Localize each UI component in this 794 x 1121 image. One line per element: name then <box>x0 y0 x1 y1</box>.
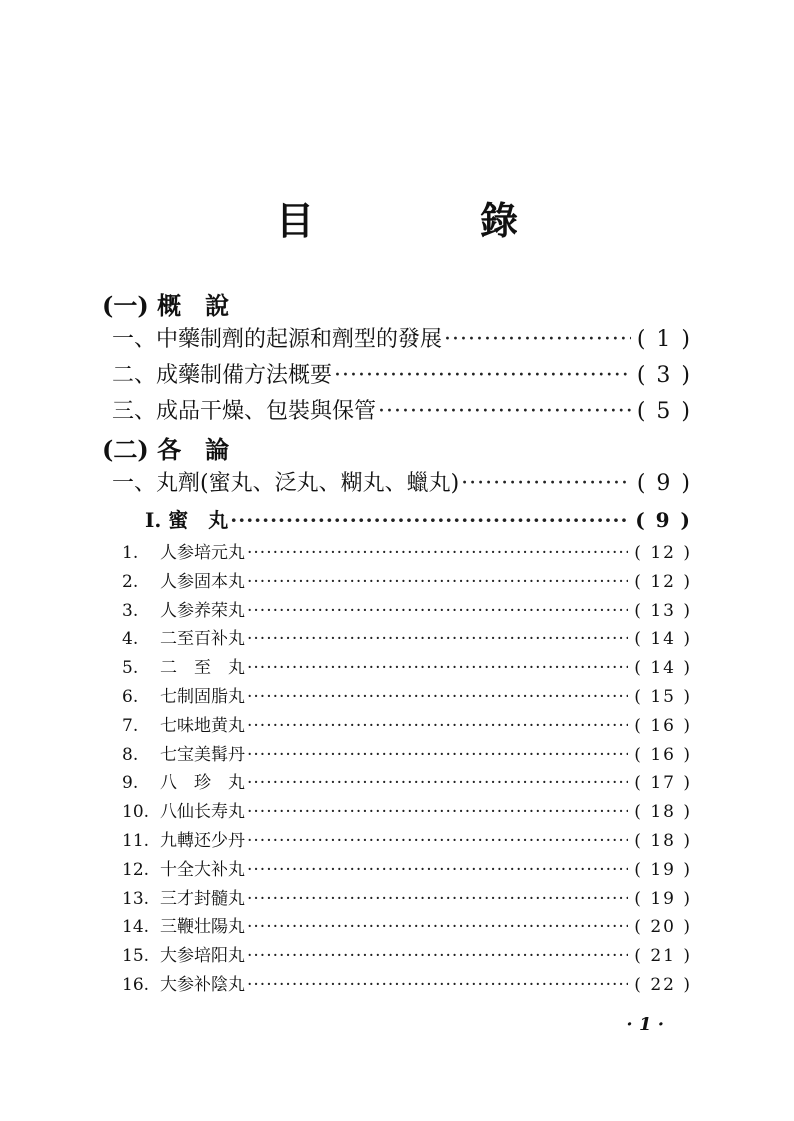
toc-item[interactable] <box>122 941 692 966</box>
leader-dots <box>247 629 628 649</box>
toc-subsection[interactable] <box>145 504 692 533</box>
toc-item-page: ( 21 ) <box>634 946 692 967</box>
toc-item[interactable] <box>122 884 692 909</box>
toc-item-title: 二 至 丸 <box>160 658 245 679</box>
leader-dots <box>247 889 628 909</box>
toc-item-page: ( 19 ) <box>634 888 692 909</box>
toc-entry[interactable] <box>112 358 692 389</box>
toc-item-page: ( 12 ) <box>634 543 692 563</box>
toc-item-page: ( 16 ) <box>634 744 692 765</box>
leader-dots <box>247 745 628 765</box>
toc-entry-title: 一、中藥制劑的起源和劑型的發展 <box>112 327 443 352</box>
toc-item[interactable] <box>122 740 692 765</box>
toc-entry-title: 三、成品干燥、包裝與保管 <box>112 399 377 424</box>
leader-dots <box>247 946 628 966</box>
toc-item-title: 七宝美髯丹 <box>160 744 245 765</box>
section-heading <box>102 430 229 465</box>
toc-entry-page: ( 1 ) <box>636 327 692 352</box>
section-heading <box>102 286 229 321</box>
toc-item-page: ( 14 ) <box>634 629 692 650</box>
toc-item-title: 二至百补丸 <box>160 629 245 650</box>
toc-item-number: 1. <box>122 543 139 563</box>
toc-item-title: 十全大补丸 <box>160 859 245 880</box>
toc-item-title: 九轉还少丹 <box>160 831 245 851</box>
leader-dots <box>247 831 628 851</box>
toc-item-number: 6. <box>122 687 139 707</box>
leader-dots <box>247 975 628 995</box>
toc-item[interactable] <box>122 855 692 880</box>
leader-dots <box>247 601 628 621</box>
toc-item-page: ( 13 ) <box>634 600 692 621</box>
toc-item-title: 三鞭壮陽丸 <box>160 917 245 938</box>
toc-entry-page: ( 9 ) <box>636 471 692 496</box>
toc-item-page: ( 18 ) <box>634 831 692 851</box>
section-label: (一) <box>102 291 149 320</box>
toc-item[interactable] <box>122 711 692 736</box>
leader-dots <box>247 716 628 736</box>
section-name: 各 論 <box>157 435 230 464</box>
toc-entry-page: ( 5 ) <box>636 399 692 424</box>
toc-item-number: 16. <box>122 975 150 995</box>
toc-item[interactable] <box>122 682 692 707</box>
toc-item-number: 7. <box>122 715 139 736</box>
toc-item-page: ( 14 ) <box>634 658 692 679</box>
toc-item-number: 14. <box>122 917 150 938</box>
toc-entry-page: ( 3 ) <box>636 363 692 388</box>
leader-dots <box>230 508 629 532</box>
toc-subsection-title: Ⅰ. 蜜 丸 <box>145 508 229 532</box>
toc-item[interactable] <box>122 912 692 937</box>
toc-entry[interactable] <box>112 322 692 353</box>
leader-dots <box>461 471 631 496</box>
toc-item[interactable] <box>122 567 692 592</box>
toc-item-title: 人参养荣丸 <box>160 600 245 621</box>
toc-item[interactable] <box>122 970 692 995</box>
toc-item-page: ( 15 ) <box>634 687 692 707</box>
toc-item-title: 七制固脂丸 <box>160 687 245 707</box>
toc-item-page: ( 16 ) <box>634 715 692 736</box>
toc-item-number: 5. <box>122 658 139 679</box>
leader-dots <box>247 860 628 880</box>
toc-item[interactable] <box>122 596 692 621</box>
toc-item-title: 人参固本丸 <box>160 571 245 592</box>
toc-item[interactable] <box>122 797 692 822</box>
toc-item[interactable] <box>122 768 692 793</box>
toc-item-title: 八 珍 丸 <box>160 773 245 794</box>
toc-entry-title: 一、丸劑(蜜丸、泛丸、糊丸、蠟丸) <box>112 471 460 496</box>
toc-item[interactable] <box>122 653 692 678</box>
toc-item-number: 15. <box>122 946 150 967</box>
toc-subsection-page: ( 9 ) <box>635 508 692 532</box>
toc-item-page: ( 17 ) <box>634 773 692 794</box>
leader-dots <box>444 327 631 352</box>
toc-entry[interactable] <box>112 466 692 497</box>
leader-dots <box>247 687 628 707</box>
leader-dots <box>334 363 631 388</box>
leader-dots <box>247 802 628 822</box>
section-label: (二) <box>102 435 149 464</box>
toc-item-number: 10. <box>122 802 150 823</box>
toc-item-number: 4. <box>122 629 139 650</box>
toc-item-number: 13. <box>122 888 150 909</box>
toc-entry[interactable] <box>112 394 692 425</box>
page-number: · 1 · <box>626 1014 664 1035</box>
toc-item-number: 2. <box>122 571 139 592</box>
toc-item-number: 11. <box>122 831 150 851</box>
toc-item-page: ( 18 ) <box>634 802 692 823</box>
toc-item-page: ( 19 ) <box>634 859 692 880</box>
section-name: 概 說 <box>157 291 230 320</box>
toc-item-title: 人参培元丸 <box>160 543 245 563</box>
toc-item[interactable] <box>122 624 692 649</box>
toc-item-title: 三才封髓丸 <box>160 888 245 909</box>
leader-dots <box>247 572 628 592</box>
toc-item-title: 七味地黄丸 <box>160 715 245 736</box>
leader-dots <box>247 773 628 793</box>
toc-item-page: ( 20 ) <box>634 917 692 938</box>
toc-item-page: ( 22 ) <box>634 975 692 995</box>
toc-item-title: 大参补陰丸 <box>160 975 245 995</box>
toc-item-title: 大参培阳丸 <box>160 946 245 967</box>
toc-item-number: 3. <box>122 600 139 621</box>
page-title: 目 錄 <box>275 198 582 243</box>
toc-entry-title: 二、成藥制備方法概要 <box>112 363 333 388</box>
toc-item[interactable] <box>122 826 692 851</box>
toc-item[interactable] <box>122 538 692 563</box>
toc-item-title: 八仙长寿丸 <box>160 802 245 823</box>
toc-item-number: 12. <box>122 859 150 880</box>
toc-item-number: 9. <box>122 773 139 794</box>
leader-dots <box>247 917 628 937</box>
leader-dots <box>247 658 628 678</box>
leader-dots <box>378 399 631 424</box>
toc-item-number: 8. <box>122 744 139 765</box>
leader-dots <box>247 543 628 563</box>
toc-item-page: ( 12 ) <box>634 571 692 592</box>
